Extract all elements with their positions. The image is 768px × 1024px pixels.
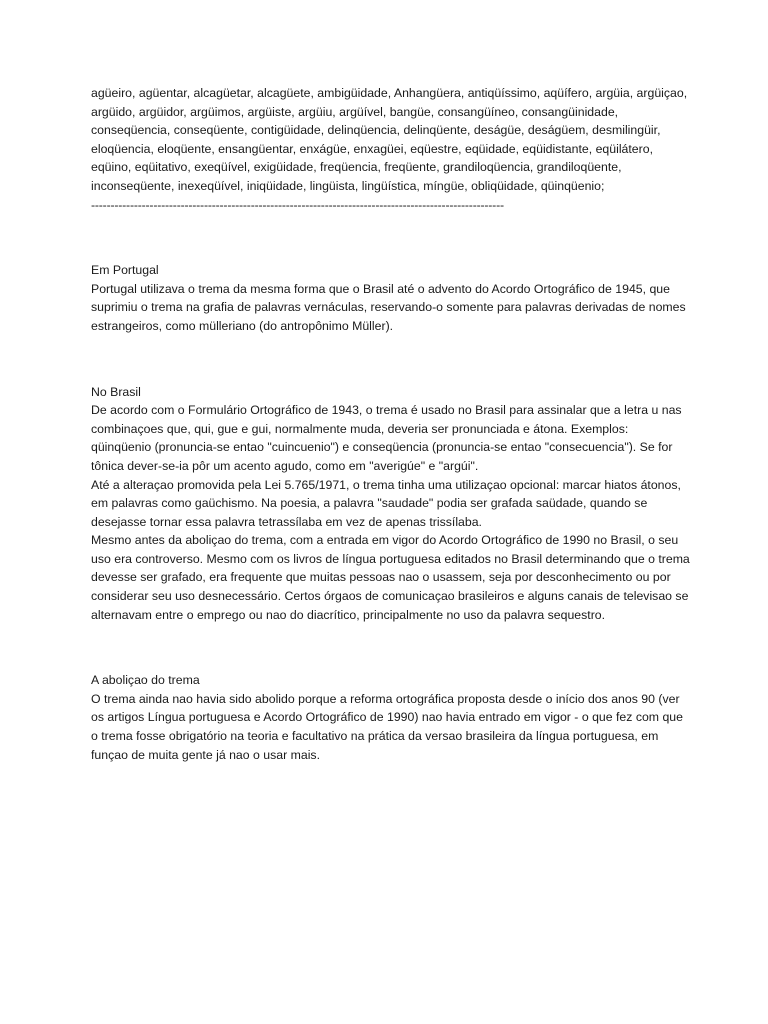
document-page: [91, 84, 691, 764]
section-heading-abolicao: A aboliçao do trema: [91, 673, 200, 688]
paragraph-brasil-3: Mesmo antes da aboliçao do trema, com a entrada em vigor do Acordo Ortográfico de 1990 no Brasil, o seu uso era controverso. Mesmo com os livros de língua portuguesa editados no Brasil determinando que o trema devesse ser grafado, era frequente que muitas pessoas nao o usassem, seja por desconhecimento ou por considerar seu uso desnecessário. Certos órgaos de comunicaçao brasileiros e alguns canais de televisao se alternavam entre o emprego ou nao do diacrítico, principalmente no uso da palavra sequestro.: [91, 533, 690, 622]
paragraph-brasil-1: De acordo com o Formulário Ortográfico de 1943, o trema é usado no Brasil para assinalar que a letra u nas combinaçoes que, qui, gue e gui, normalmente muda, deveria ser pronunciada e átona. Exemplos: qüinqüenio (pronuncia-se entao "cuincuenio") e conseqüencia (pronuncia-se entao "consecuencia"). Se for tônica dever-se-ia pôr um acento agudo, como em "averigúe" e "argúi".: [91, 403, 682, 473]
section-heading-brasil: No Brasil: [91, 384, 141, 399]
paragraph-abolicao-1: O trema ainda nao havia sido abolido porque a reforma ortográfica proposta desde o início dos anos 90 (ver os artigos Língua portuguesa e Acordo Ortográfico de 1990) nao havia entrado em vigor - o que fez com que o trema fosse obrigatório na teoria e facultativo na prática da versao brasileira da língua portuguesa, em funçao de muita gente já nao o usar mais.: [91, 691, 683, 762]
section-heading-portugal: Em Portugal: [91, 263, 159, 278]
word-list-paragraph: agüeiro, agüentar, alcagüetar, alcagüete, ambigüidade, Anhangüera, antiqüíssimo, aqüífero, argüia, argüiçao, argüido, argüidor, argüimos, argüiste, argüiu, argüível, bangüe, consangüíneo, consangüinidade, conseqüencia, conseqüente, contigüidade, delinqüencia, delinqüente, deságüe, deságüem, desmilingüir, eloqüencia, eloqüente, ensangüentar, enxágüe, enxagüei, eqüestre, eqüidade, eqüidistante, eqüilátero, eqüino, eqüitativo, exeqüível, exigüidade, freqüencia, freqüente, grandiloqüencia, grandiloqüente, inconseqüente, inexeqüível, iniqüidade, lingüista, lingüística, míngüe, obliqüidade, qüinqüenio;: [91, 86, 688, 193]
paragraph-brasil-2: Até a alteraçao promovida pela Lei 5.765/1971, o trema tinha uma utilizaçao opcional: marcar hiatos átonos, em palavras como gaüchismo. Na poesia, a palavra "saudade" podia ser grafada saüdade, quando se desejasse tornar essa palavra tetrassílaba em vez de apenas trissílaba.: [91, 477, 681, 529]
paragraph-portugal-1: Portugal utilizava o trema da mesma forma que o Brasil até o advento do Acordo Ortográfico de 1945, que suprimiu o trema na grafia de palavras vernáculas, reservando-o somente para palavras derivadas de nomes estrangeiros, como mülleriano (do antropônimo Müller).: [91, 281, 686, 333]
section-divider: ----------------------------------------------------------------------------------------------------------: [91, 197, 504, 212]
